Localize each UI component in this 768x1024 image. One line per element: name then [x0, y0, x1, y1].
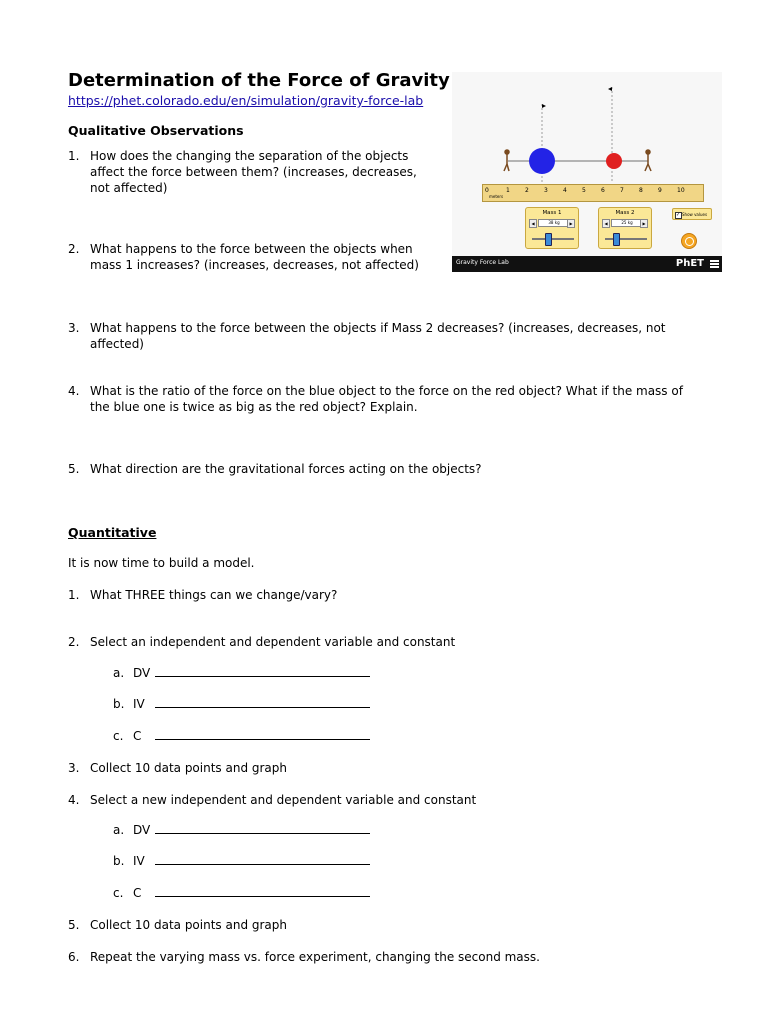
mass-2-sphere [606, 153, 622, 169]
answer-line-dv-2[interactable] [113, 823, 370, 837]
ruler-tick: 5 [582, 187, 586, 194]
blank-line[interactable] [155, 854, 370, 865]
mass-2-control[interactable] [598, 207, 652, 249]
ruler-tick: 3 [544, 187, 548, 194]
question-number: 5. [68, 462, 80, 476]
subitem-number: a. [113, 823, 125, 837]
ruler-tick: 0 [485, 187, 489, 194]
question-text: What happens to the force between the objects when [90, 242, 413, 256]
ruler-unit: meters [489, 194, 504, 199]
subitem-label: DV [133, 666, 151, 680]
ruler-tick: 2 [525, 187, 529, 194]
question-1 [68, 148, 448, 198]
subitem-number: c. [113, 729, 124, 743]
ruler-tick: 4 [563, 187, 567, 194]
question-2 [68, 241, 448, 275]
blank-line[interactable] [155, 666, 370, 677]
mass-1-sphere [529, 148, 555, 174]
subitem-label: IV [133, 854, 145, 868]
slider-thumb[interactable] [613, 233, 620, 246]
subitem-label: C [133, 729, 142, 743]
subitem-number: c. [113, 886, 124, 900]
puller-left-icon [504, 150, 509, 171]
blank-line[interactable] [155, 697, 370, 708]
question-number: 1. [68, 149, 80, 163]
task-text: Repeat the varying mass vs. force experiment, changing the second mass. [90, 950, 540, 964]
mass-1-control[interactable] [525, 207, 579, 249]
blank-line[interactable] [155, 886, 370, 897]
subitem-number: a. [113, 666, 125, 680]
slider-thumb[interactable] [545, 233, 552, 246]
question-5 [68, 461, 668, 479]
task-6 [68, 949, 688, 967]
decrease-arrow-icon[interactable]: ◀ [529, 219, 537, 228]
mass-2-value: 25 kg [611, 219, 643, 227]
phet-logo[interactable]: PhET [675, 258, 704, 269]
answer-line-dv[interactable] [113, 666, 370, 680]
simulation-link[interactable]: https://phet.colorado.edu/en/simulation/gravity-force-lab [68, 93, 424, 108]
question-number: 2. [68, 242, 80, 256]
flag-icon [608, 87, 612, 91]
answer-line-c-2[interactable] [113, 886, 370, 900]
subitem-label: IV [133, 697, 145, 711]
subitem-number: b. [113, 697, 125, 711]
task-1 [68, 587, 568, 605]
subitem-label: DV [133, 823, 151, 837]
increase-arrow-icon[interactable]: ▶ [567, 219, 575, 228]
question-number: 4. [68, 384, 80, 398]
slider-track[interactable] [532, 238, 574, 240]
task-text: What THREE things can we change/vary? [90, 588, 338, 602]
task-number: 5. [68, 918, 80, 932]
simulation-screenshot [452, 72, 722, 272]
answer-line-c[interactable] [113, 729, 370, 743]
task-3 [68, 760, 568, 778]
checkmark-icon[interactable]: ✓ [676, 212, 681, 218]
question-text: How does the changing the separation of the objects [90, 149, 409, 163]
blank-line[interactable] [155, 823, 370, 834]
task-2 [68, 634, 568, 652]
puller-right-icon [645, 150, 651, 171]
question-4 [68, 383, 738, 417]
ruler-tick: 9 [658, 187, 662, 194]
task-number: 3. [68, 761, 80, 775]
ruler-tick: 6 [601, 187, 605, 194]
answer-line-iv[interactable] [113, 697, 370, 711]
task-number: 1. [68, 588, 80, 602]
ruler-tick: 1 [506, 187, 510, 194]
task-text: Collect 10 data points and graph [90, 761, 288, 775]
task-text: Select a new independent and dependent variable and constant [90, 793, 477, 807]
question-3 [68, 320, 728, 354]
task-4 [68, 792, 568, 810]
question-text: the blue one is twice as big as the red object? Explain. [90, 400, 418, 414]
task-text: Collect 10 data points and graph [90, 918, 288, 932]
simulation-scene [452, 72, 722, 182]
quantitative-heading: Quantitative [68, 525, 157, 540]
decrease-arrow-icon[interactable]: ◀ [602, 219, 610, 228]
question-text: mass 1 increases? (increases, decreases, not affected) [90, 258, 419, 272]
question-text: not affected) [90, 181, 168, 195]
subitem-label: C [133, 886, 142, 900]
blank-line[interactable] [155, 729, 370, 740]
question-text: What direction are the gravitational forces acting on the objects? [90, 462, 482, 476]
increase-arrow-icon[interactable]: ▶ [640, 219, 648, 228]
subitem-number: b. [113, 854, 125, 868]
page-title: Determination of the Force of Gravity [68, 70, 450, 91]
ruler-tick: 8 [639, 187, 643, 194]
task-number: 6. [68, 950, 80, 964]
ruler[interactable] [482, 184, 704, 202]
task-number: 4. [68, 793, 80, 807]
question-text: affect the force between them? (increases, decreases, [90, 165, 417, 179]
simulation-footer [452, 256, 722, 272]
menu-icon[interactable] [710, 260, 719, 268]
flag-icon [542, 104, 546, 108]
reset-icon[interactable] [681, 233, 697, 249]
show-values-label: Show values [682, 212, 708, 217]
show-values-checkbox[interactable] [672, 208, 712, 220]
ruler-tick: 10 [677, 187, 685, 194]
ruler-tick: 7 [620, 187, 624, 194]
qualitative-heading: Qualitative Observations [68, 123, 244, 138]
mass-2-label: Mass 2 [615, 210, 635, 216]
slider-track[interactable] [605, 238, 647, 240]
quantitative-intro: It is now time to build a model. [68, 556, 255, 570]
question-text: What happens to the force between the objects if Mass 2 decreases? (increases, decreases, not [90, 321, 666, 335]
task-text: Select an independent and dependent variable and constant [90, 635, 456, 649]
question-text: affected) [90, 337, 144, 351]
question-text: What is the ratio of the force on the blue object to the force on the red object? What if the mass of [90, 384, 683, 398]
mass-1-value: 38 kg [538, 219, 570, 227]
answer-line-iv-2[interactable] [113, 854, 370, 868]
simulation-title: Gravity Force Lab [456, 259, 509, 266]
task-number: 2. [68, 635, 80, 649]
mass-1-label: Mass 1 [542, 210, 562, 216]
question-number: 3. [68, 321, 80, 335]
task-5 [68, 917, 568, 935]
